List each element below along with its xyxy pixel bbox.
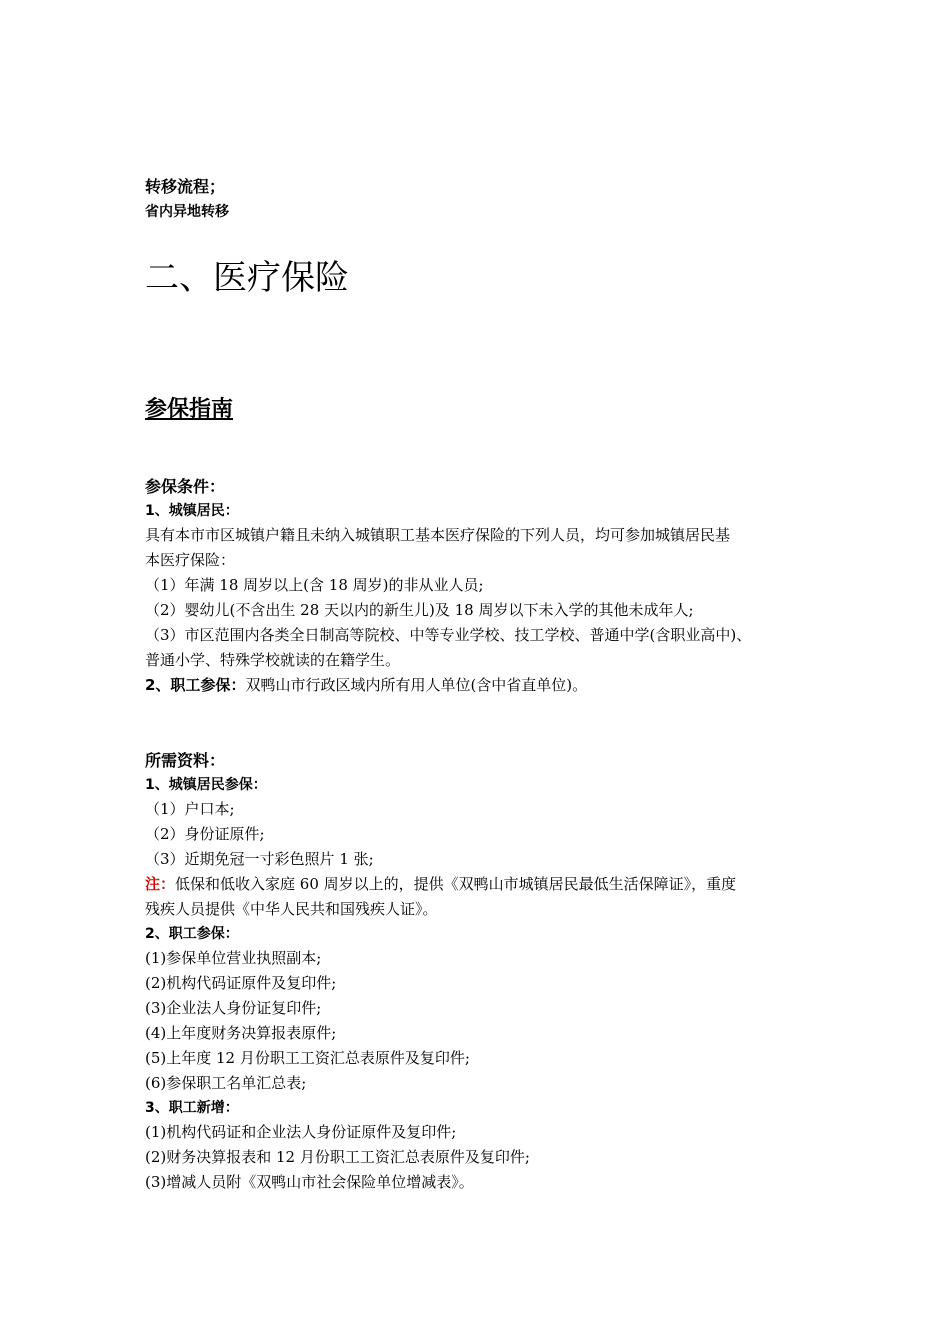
conditions-worker-desc: 双鸭山市行政区域内所有用人单位(含中省直单位)。 bbox=[245, 676, 588, 694]
conditions-urban-label: 1、城镇居民： bbox=[145, 503, 239, 519]
materials-urban-item: （3）近期免冠一寸彩色照片 1 张; bbox=[145, 850, 374, 868]
materials-note-text-1: 低保和低收入家庭 60 周岁以上的，提供《双鸭山市城镇居民最低生活保障证》，重度 bbox=[175, 875, 737, 893]
section-title: 二、医疗保险 bbox=[145, 258, 349, 298]
materials-worker-item: (5)上年度 12 月份职工工资汇总表原件及复印件; bbox=[145, 1049, 470, 1067]
materials-new-item: (1)机构代码证和企业法人身份证原件及复印件; bbox=[145, 1123, 457, 1141]
conditions-item-1: （1）年满 18 周岁以上(含 18 周岁)的非从业人员; bbox=[145, 576, 484, 594]
transfer-subtitle: 省内异地转移 bbox=[145, 204, 229, 220]
materials-urban-label: 1、城镇居民参保： bbox=[145, 777, 267, 793]
materials-worker-label: 2、职工参保： bbox=[145, 926, 239, 942]
materials-note bbox=[145, 872, 736, 896]
conditions-heading: 参保条件： bbox=[145, 477, 226, 496]
materials-worker-item: (3)企业法人身份证复印件; bbox=[145, 999, 322, 1017]
transfer-title: 转移流程； bbox=[145, 177, 226, 196]
materials-heading: 所需资料： bbox=[145, 751, 226, 770]
materials-worker-item: (1)参保单位营业执照副本; bbox=[145, 949, 322, 967]
conditions-urban-desc-2: 本医疗保险： bbox=[145, 551, 236, 569]
materials-worker-item: (2)机构代码证原件及复印件; bbox=[145, 974, 337, 992]
materials-new-item: (2)财务决算报表和 12 月份职工工资汇总表原件及复印件; bbox=[145, 1148, 530, 1166]
materials-new-item: (3)增减人员附《双鸭山市社会保险单位增减表》。 bbox=[145, 1173, 474, 1191]
materials-note-label: 注： bbox=[145, 875, 176, 893]
conditions-item-2: （2）婴幼儿(不含出生 28 天以内的新生儿)及 18 周岁以下未入学的其他未成年人; bbox=[145, 601, 694, 619]
conditions-worker bbox=[145, 673, 587, 697]
conditions-worker-label: 2、职工参保： bbox=[145, 676, 246, 694]
materials-note-text-2: 残疾人员提供《中华人民共和国残疾人证》。 bbox=[145, 900, 438, 918]
conditions-urban-desc-1: 具有本市市区城镇户籍且未纳入城镇职工基本医疗保险的下列人员，均可参加城镇居民基 bbox=[145, 526, 731, 544]
materials-worker-item: (6)参保职工名单汇总表; bbox=[145, 1074, 307, 1092]
materials-worker-item: (4)上年度财务决算报表原件; bbox=[145, 1024, 337, 1042]
materials-urban-item: （1）户口本; bbox=[145, 800, 235, 818]
conditions-item-3-line-1: （3）市区范围内各类全日制高等院校、中等专业学校、技工学校、普通中学(含职业高中)、 bbox=[145, 626, 752, 644]
conditions-item-3-line-2: 普通小学、特殊学校就读的在籍学生。 bbox=[145, 651, 401, 669]
materials-urban-item: （2）身份证原件; bbox=[145, 825, 265, 843]
materials-new-label: 3、职工新增： bbox=[145, 1100, 239, 1116]
guide-title: 参保指南 bbox=[145, 397, 234, 422]
